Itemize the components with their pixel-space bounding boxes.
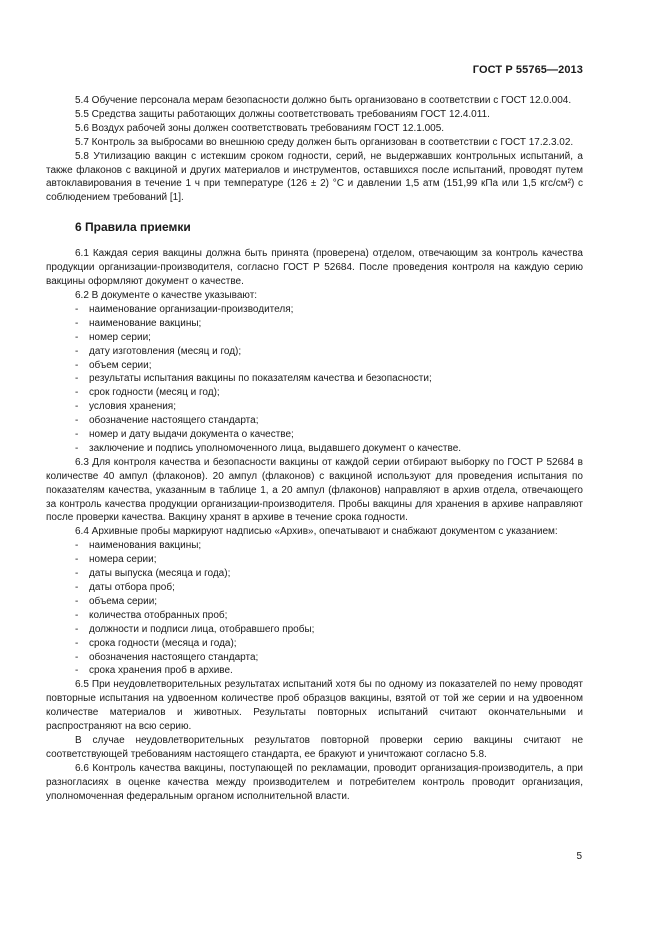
page-number: 5 — [576, 851, 582, 862]
paragraph: 6.1 Каждая серия вакцины должна быть принята (проверена) отделом, отвечающим за контроль качества продукции организации-производителя, согласно ГОСТ Р 52684. После проведения контроля на каждую серию вакцины оформляют документ о качестве. — [46, 248, 583, 288]
list-item-text: заключение и подпись уполномоченного лица, выдавшего документ о качестве. — [89, 442, 462, 454]
list-item — [46, 609, 583, 623]
list-dash: - — [75, 665, 79, 677]
paragraph: 5.6 Воздух рабочей зоны должен соответствовать требованиям ГОСТ 12.1.005. — [75, 122, 445, 134]
list-item-text: объема серии; — [89, 595, 158, 607]
list-dash: - — [75, 637, 79, 649]
list-dash: - — [75, 651, 79, 663]
list-item-text: наименование вакцины; — [89, 317, 202, 329]
list-item-text: даты выпуска (месяца и года); — [89, 568, 231, 580]
list-item-text: наименование организации-производителя; — [89, 303, 294, 315]
list-item-text: номер и дату выдачи документа о качестве; — [89, 429, 294, 441]
list-dash: - — [75, 609, 79, 621]
list-item-text: должности и подписи лица, отобравшего пробы; — [89, 623, 315, 635]
paragraph: 6.3 Для контроля качества и безопасности вакцины от каждой серии отбирают выборку по ГОСТ Р 52684 в количестве 40 ампул (флаконов). 20 ампул (флаконов) с вакциной используют для проведения испытания по показателям качества, указанным в таблице 1, а 20 ампул (флаконов) направляют в архив отдела, отвечающего за контроль качества продукции организации-производителя. Пробы вакцины для хранения в архиве направляют после проверки качества. Вакцину хранят в архиве в течение срока годности. — [46, 456, 583, 524]
list-dash: - — [75, 331, 79, 343]
list-item-text: даты отбора проб; — [89, 582, 175, 593]
document-body — [46, 94, 583, 804]
paragraph: 5.5 Средства защиты работающих должны соответствовать требованиям ГОСТ 12.4.011. — [75, 108, 490, 120]
list-item — [46, 317, 583, 331]
list-item — [46, 664, 583, 678]
list-dash: - — [75, 359, 79, 371]
list-item — [46, 651, 583, 665]
list-item — [46, 428, 583, 442]
list-item — [46, 539, 583, 553]
list-item — [46, 386, 583, 400]
list-item — [46, 372, 583, 386]
paragraph: 5.8 Утилизацию вакцин с истекшим сроком годности, серий, не выдержавших контрольных испытаний, а также флаконов с вакциной и других материалов и инструментов, оставшихся после испытаний, проводят путем автоклавирования в течение 1 ч при температуре (126 ± 2) °С и давлении 1,5 атм (151,99 кПа или 1,5 кгс/см²) с соблюдением требований [1]. — [46, 150, 583, 204]
list-dash: - — [75, 373, 79, 385]
list-dash: - — [75, 582, 79, 593]
list-item-text: срока годности (месяца и года); — [89, 637, 237, 649]
list-dash: - — [75, 387, 79, 399]
list-dash: - — [75, 317, 79, 329]
list-item — [46, 345, 583, 359]
list-item — [46, 400, 583, 414]
list-item-text: дату изготовления (месяц и год); — [89, 345, 242, 357]
list-item — [46, 567, 583, 581]
paragraph: 6.5 При неудовлетворительных результатах испытаний хотя бы по одному из показателей по нему проводят повторные испытания на удвоенном количестве проб образцов вакцины, взятой от той же серии и на удвоенном количестве материалов и животных. Результаты повторных испытаний считают окончательными и распространяют на всю серию. — [46, 679, 583, 733]
list-item-text: срока хранения проб в архиве. — [89, 665, 233, 677]
list-dash: - — [75, 568, 79, 580]
list-item-text: обозначения настоящего стандарта; — [89, 651, 259, 663]
list-item — [46, 623, 583, 637]
paragraph: 5.7 Контроль за выбросами во внешнюю среду должен быть организован в соответствии с ГОСТ 17.2.3.02. — [75, 136, 574, 148]
list-item — [46, 581, 583, 595]
list-item — [46, 303, 583, 317]
list-item-text: количества отобранных проб; — [89, 609, 228, 621]
list-item-text: объем серии; — [89, 359, 152, 371]
list-dash: - — [75, 401, 79, 413]
section-heading: 6 Правила приемки — [75, 220, 191, 235]
paragraph: 6.6 Контроль качества вакцины, поступающей по рекламации, проводит организация-производитель, а при разногласиях в оценке качества между производителем и потребителем контроль проводит организация, уполномоченная федеральным органом исполнительной власти. — [46, 762, 583, 802]
list-dash: - — [75, 345, 79, 357]
list-item — [46, 637, 583, 651]
list-item — [46, 359, 583, 373]
list-dash: - — [75, 442, 79, 454]
list-item-text: обозначение настоящего стандарта; — [89, 415, 259, 427]
list-item-text: условия хранения; — [89, 401, 176, 413]
list-item — [46, 414, 583, 428]
list-item — [46, 331, 583, 345]
paragraph: 6.2 В документе о качестве указывают: — [75, 289, 258, 301]
list-dash: - — [75, 303, 79, 315]
list-item — [46, 553, 583, 567]
list-item — [46, 442, 583, 456]
paragraph: 6.4 Архивные пробы маркируют надписью «Архив», опечатывают и снабжают документом с указанием: — [75, 526, 558, 538]
list-dash: - — [75, 540, 79, 552]
paragraph: 5.4 Обучение персонала мерам безопасности должно быть организовано в соответствии с ГОСТ 12.0.004. — [75, 95, 572, 106]
paragraph: В случае неудовлетворительных результатов повторной проверки серию вакцины считают не соответствующей требованиям настоящего стандарта, ее бракуют и уничтожают согласно 5.8. — [46, 734, 583, 760]
list-dash: - — [75, 623, 79, 635]
list-dash: - — [75, 415, 79, 427]
list-dash: - — [75, 554, 79, 566]
list-item-text: срок годности (месяц и год); — [89, 387, 220, 399]
list-item-text: номера серии; — [89, 554, 157, 566]
document-header: ГОСТ Р 55765—2013 — [472, 64, 583, 76]
list-dash: - — [75, 429, 79, 441]
list-item-text: результаты испытания вакцины по показателям качества и безопасности; — [89, 373, 432, 385]
list-item — [46, 595, 583, 609]
list-dash: - — [75, 595, 79, 607]
list-item-text: номер серии; — [89, 331, 151, 343]
list-item-text: наименования вакцины; — [89, 540, 202, 552]
